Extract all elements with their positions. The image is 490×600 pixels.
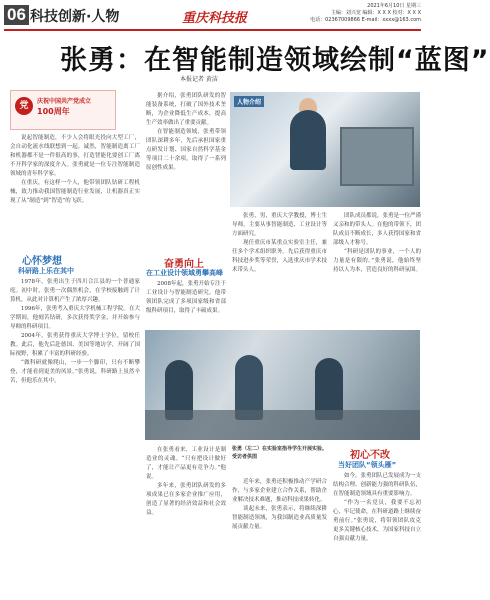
byline: 本报记者 黄洁 [180,76,218,83]
paragraph: 现任重庆市某重点实验室主任，兼任多个学术组织职务。先后获得重庆市科技进步奖等荣誉，入选重庆市学术技术带头人。 [232,240,327,273]
paragraph: 1996年，张勇考入重庆大学机械工程学院。在大学期间，他刻苦钻研，多次获得奖学金，并开始参与导师的科研项目。 [10,306,140,330]
meta-line-editors: 主编：刘兴宽 编辑：X X X 校对：X X X [330,10,421,16]
paragraph: “科研是团队的事业，一个人的力量是有限的。”张勇说，他始终坚持以人为本，营造良好的科研氛围。 [333,249,422,273]
anniversary-badge [10,90,116,130]
section-subheading-1: 科研路上乐在其中 [18,267,74,275]
paragraph: 团队成员都说，张勇是一位严谨又亲和的带头人。在他的带领下，团队成员不断成长，多人获得国家和省部级人才称号。 [333,213,422,246]
column-2-lower [146,446,226,596]
paragraph: 在张勇看来，工业设计是制造业的灵魂。“只有把设计做好了，才能让产品更有竞争力。”他说。 [146,447,226,480]
paragraph: “做科研就像爬山，一步一个脚印，只有不断攀登，才能看到更美的风景。”张勇说，科研路上虽然辛苦，但他乐在其中。 [10,360,140,384]
photo-caption [232,446,327,474]
meta-line-contact: 电话：02367009866 E-mail：xxxx@163.com [310,17,421,23]
section-heading-3: 初心不改 [350,450,390,461]
paragraph: 谈起未来，张勇表示，将继续深耕智能制造领域，为我国制造业高质量发展贡献力量。 [232,506,327,530]
section-subheading-3: 当好团队“领头雁” [338,461,397,469]
meta-line-date: 2021年6月10日 星期三 [367,3,421,9]
paragraph: 如今，张勇团队已发展成为一支结构合理、创新能力强的科研队伍，在智能制造领域具有重要影响力。 [333,473,422,497]
section-heading-2: 奋勇向上 [164,259,204,270]
badge-line-1: 庆祝中国共产党成立 [37,98,92,105]
party-emblem-icon: 党 [15,97,33,115]
section-title: 科技创新·人物 [30,9,120,25]
column-3-profile [232,212,327,327]
paragraph: 在智能制造领域，张勇带领团队深耕多年，先后承担国家重点研发计划、国家自然科学基金等项目二十余项，取得了一系列原创性成果。 [146,129,226,171]
column-2-upper [146,92,226,252]
header-divider [4,29,421,31]
lab-bench-shape [145,410,420,440]
paragraph: 说起智能制造，不少人会将眼光投向大型工厂，会自动化流水线联想到一起。诚然，智能制造离工厂和机器都不是一件很高的事，打造智能化要创工厂离不开科学家的深度介入。张勇就是一位专注智能制造领域的青年科学家。 [10,135,140,177]
paragraph: 近年来，张勇还积极推动产学研合作，与多家企业建立合作关系，帮助企业解决技术难题，推动科技成果转化。 [232,479,327,503]
badge-line-2: 100周年 [37,107,70,116]
portrait-photo [230,92,420,207]
header-meta [301,3,421,24]
column-3-lower [232,478,327,596]
column-1-body [10,278,140,596]
page-number: 06 [4,5,29,25]
person-figure [290,110,326,170]
equipment-shape [340,127,414,186]
paragraph: “作为一名党员，我要不忘初心，牢记使命，在科研道路上继续奋勇前行。”张勇说，将带领团队攻克更多关键核心技术，为国家科技自立自强贡献力量。 [333,500,422,542]
newspaper-name: 重庆科技报 [182,11,248,26]
paragraph: 张勇，男，重庆大学教授，博士生导师，主要从事智能制造、工业设计等方面研究。 [232,213,327,237]
page-header [0,0,425,30]
paragraph: 1978年，张勇出生于四川合江县的一个普通家庭。初中时，张勇一次偶然机会，在学校接触到了计算机，从此对计算机产生了浓厚兴趣。 [10,279,140,303]
section-subheading-2: 在工业设计领域勇攀高峰 [146,269,223,277]
section-heading-1: 心怀梦想 [22,256,62,267]
lab-photo [145,330,420,440]
paragraph: 在重庆，有这样一个人，他带领团队钻研工程机械，致力推动我国智能制造行业发展，让机器真正实现了从“制造”到“智造”的飞跃。 [10,180,140,204]
paragraph: 多年来，张勇团队研发的多项成果已在多家企业推广应用，创造了显著的经济效益和社会效益。 [146,483,226,516]
column-4-upper [333,212,421,327]
headline: 张勇：在智能制造领域绘制“蓝图” [60,45,490,76]
column-2-mid [146,280,226,328]
column-4-lower [333,472,421,596]
photo-label: 人物介绍 [234,96,264,107]
caption-text: 张勇（左二）在实验室指导学生开展实验。受访者供图 [232,446,328,460]
paragraph: 2004年，张勇获得重庆大学博士学位，留校任教。此后，他先后赴德国、美国等地访学，开阔了国际视野，积累了丰富的科研经验。 [10,333,140,357]
paragraph: 2008年起，张勇开始专注于工业设计与智能制造研究。他带领团队完成了多项国家级和省部级科研项目，取得了丰硕成果。 [146,281,226,314]
paragraph: 据介绍，张勇团队研发的智能装备系统，打破了国外技术垄断，为企业降低生产成本，提高生产效率做出了重要贡献。 [146,93,226,126]
column-1-intro [10,134,140,249]
